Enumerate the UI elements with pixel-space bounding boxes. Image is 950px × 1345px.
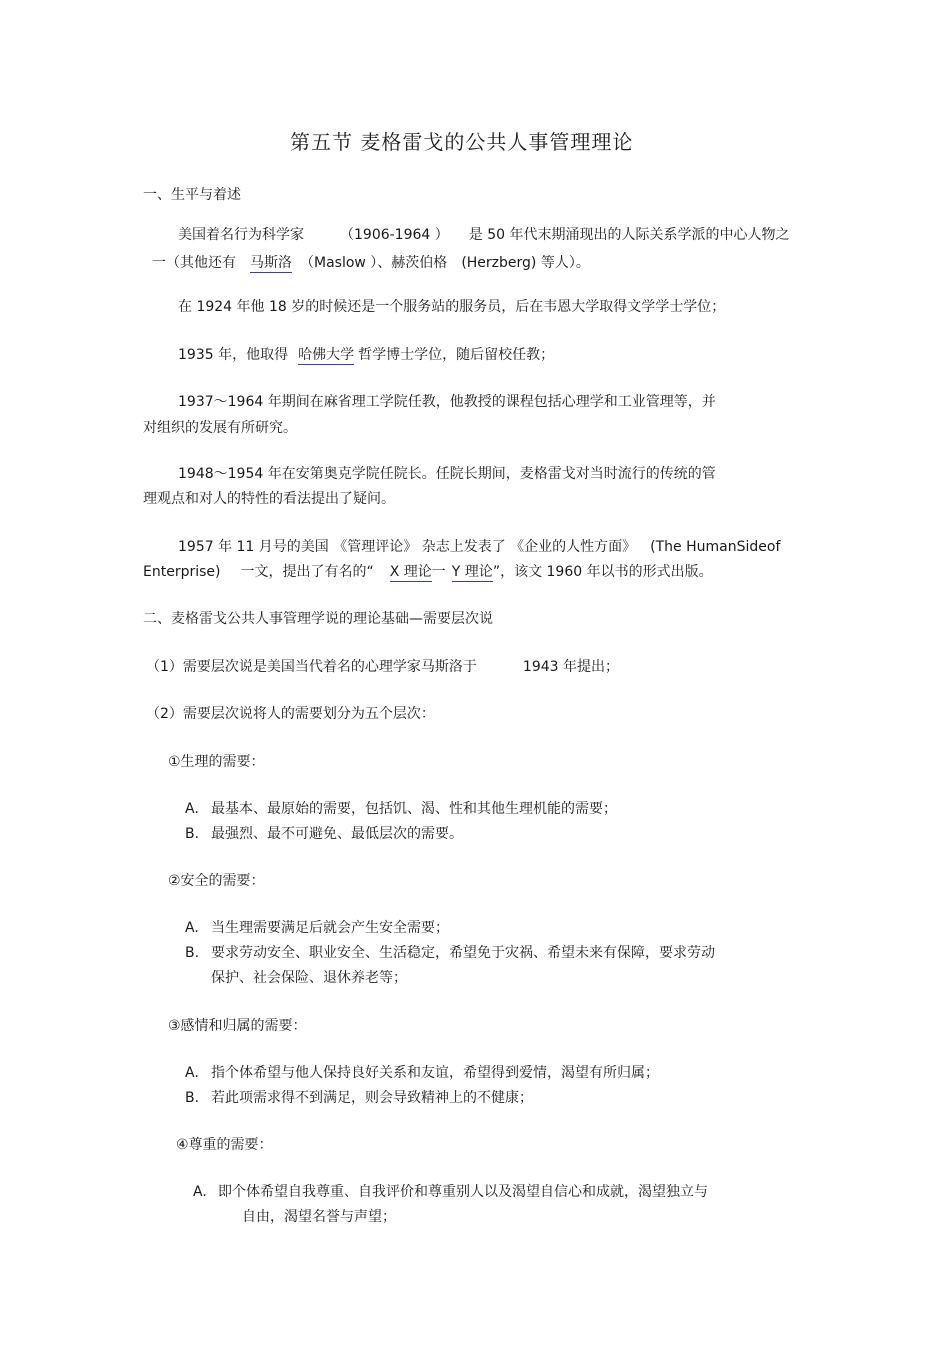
paragraph-1948-line2: 理观点和对人的特性的看法提出了疑问。 — [143, 491, 395, 507]
need-point-text: 当生理需要满足后就会产生安全需要； — [211, 920, 449, 936]
text: 一文，提出了有名的“ — [240, 564, 374, 580]
paragraph-1957-line1 — [178, 537, 780, 557]
section-heading-hierarchy: 二、麦格雷戈公共人事管理学说的理论基础—需要层次说 — [143, 611, 493, 627]
text: （1）需要层次说是美国当代着名的心理学家马斯洛于 — [146, 659, 477, 675]
text: （Maslow ）、赫茨伯格 — [300, 255, 448, 271]
text: 美国着名行为科学家 — [178, 227, 304, 243]
need-label-physiological: ①生理的需要： — [168, 754, 265, 770]
text: 1957 年 11 月号的美国 《管理评论》 杂志上发表了 《企业的人性方面》 — [178, 539, 637, 555]
paragraph-1935 — [178, 345, 554, 365]
link-x-theory[interactable]: X 理论 — [389, 564, 432, 580]
need-point-text: 最基本、最原始的需要，包括饥、渴、性和其他生理机能的需要； — [211, 801, 617, 817]
text: 1935 年，他取得 — [178, 347, 289, 363]
need-point-marker: A. — [185, 801, 199, 817]
need-point-marker: A. — [185, 1065, 199, 1081]
need-point-marker: B. — [185, 826, 200, 842]
need-label-safety: ②安全的需要： — [168, 873, 265, 889]
paragraph-1948-line1: 1948～1954 年在安第奥克学院任院长。任院长期间，麦格雷戈对当时流行的传统的管 — [178, 466, 716, 482]
item-2: （2）需要层次说将人的需要划分为五个层次： — [146, 706, 435, 722]
page-title: 第五节 麦格雷戈的公共人事管理理论 — [290, 130, 634, 154]
paragraph-1937-line1: 1937～1964 年期间在麻省理工学院任教，他教授的课程包括心理学和工业管理等，并 — [178, 394, 716, 410]
paragraph-intro-line1 — [178, 225, 789, 245]
need-point-marker: B. — [185, 1090, 200, 1106]
text: 哲学博士学位，随后留校任教； — [358, 347, 555, 363]
text: 一 — [431, 564, 446, 580]
text: 是 50 年代末期涌现出的人际关系学派的中心人物之 — [468, 227, 790, 243]
need-point-marker: A. — [193, 1184, 207, 1200]
paragraph-1937-line2: 对组织的发展有所研究。 — [143, 420, 297, 436]
text: Enterprise) — [143, 564, 221, 580]
need-label-belonging: ③感情和归属的需要： — [168, 1018, 307, 1034]
need-point-text: 指个体希望与他人保持良好关系和友谊，希望得到爱情，渴望有所归属； — [211, 1065, 659, 1081]
need-point-text: 即个体希望自我尊重、自我评价和尊重别人以及渴望自信心和成就，渴望独立与 — [218, 1184, 708, 1200]
link-harvard[interactable]: 哈佛大学 — [298, 347, 355, 363]
paragraph-1957-line2 — [143, 562, 713, 582]
need-point-text: 保护、社会保险、退休养老等； — [211, 970, 407, 986]
text: 1943 年提出； — [522, 659, 619, 675]
need-point-marker: B. — [185, 945, 200, 961]
text: (Herzberg) 等人）。 — [461, 255, 590, 271]
link-y-theory[interactable]: Y 理论 — [451, 564, 493, 580]
paragraph-intro-line2 — [152, 253, 590, 273]
paragraph-1924: 在 1924 年他 18 岁的时候还是一个服务站的服务员，后在韦恩大学取得文学学士学位； — [178, 299, 726, 315]
need-label-esteem: ④尊重的需要： — [176, 1137, 273, 1153]
need-point-text: 最强烈、最不可避免、最低层次的需要。 — [211, 826, 463, 842]
need-point-text: 自由，渴望名誉与声望； — [242, 1209, 396, 1225]
need-point-marker: A. — [185, 920, 199, 936]
text: 一（其他还有 — [152, 255, 236, 271]
text: (The HumanSideof — [650, 539, 781, 555]
need-point-text: 要求劳动安全、职业安全、生活稳定，希望免于灾祸、希望未来有保障，要求劳动 — [211, 945, 715, 961]
link-maslow[interactable]: 马斯洛 — [250, 255, 292, 271]
item-1 — [146, 657, 619, 677]
text: （1906-1964 ） — [340, 227, 449, 243]
need-point-text: 若此项需求得不到满足，则会导致精神上的不健康； — [211, 1090, 533, 1106]
section-heading-biography: 一、生平与着述 — [143, 187, 241, 203]
text: ”，该文 1960 年以书的形式出版。 — [492, 564, 713, 580]
